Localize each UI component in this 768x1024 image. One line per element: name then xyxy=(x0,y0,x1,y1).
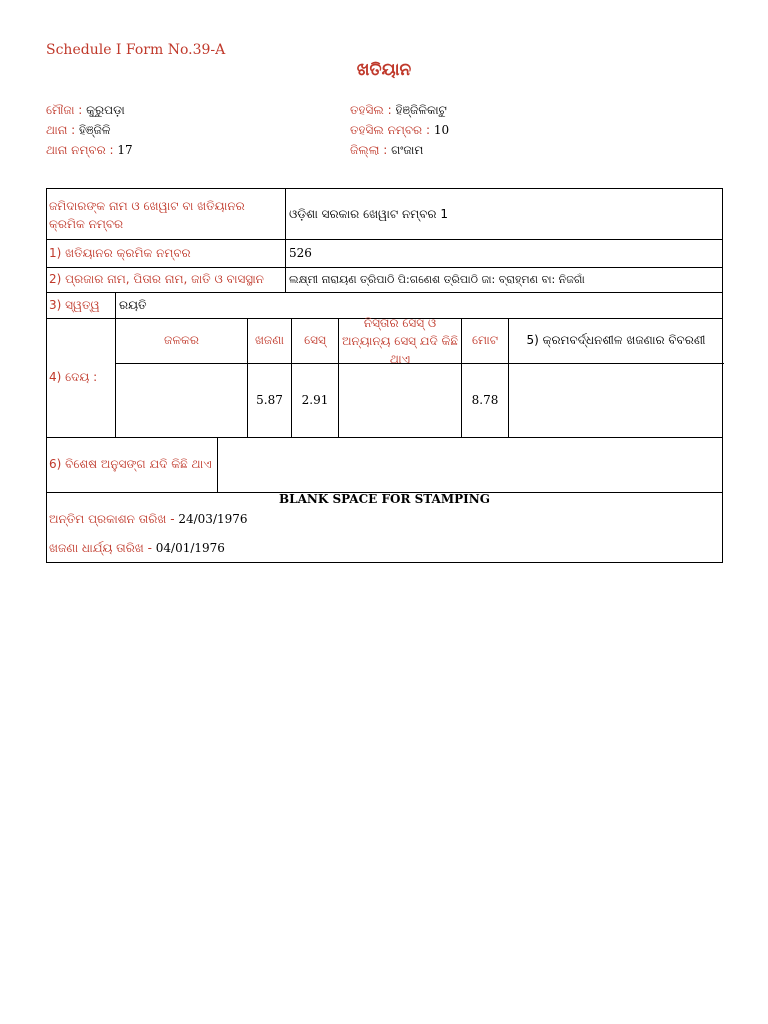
thana-no-label: ଥାନା ନମ୍ବର : xyxy=(46,143,114,157)
thana-label: ଥାନା : xyxy=(46,123,76,137)
right-value: ରୟତି xyxy=(119,297,147,312)
val-rent: 5.87 xyxy=(256,393,283,407)
val-other-cess xyxy=(339,363,461,437)
special-label: 6) ବିଶେଷ ଅନୁସଙ୍ଗ ଯଦି କିଛି ଥାଏ xyxy=(49,457,212,471)
col-divider xyxy=(217,437,218,492)
serial-label: 1) ଖତିୟାନର କ୍ରମିକ ନମ୍ବର xyxy=(49,245,191,260)
form-number: Schedule I Form No.39-A xyxy=(46,42,226,58)
tenant-label: 2) ପ୍ରଜାର ନାମ, ପିତାର ନାମ, ଜାତି ଓ ବାସସ୍ଥାନ xyxy=(49,272,264,286)
special-value xyxy=(221,437,721,492)
col-divider xyxy=(285,189,286,292)
tenant-value: ଲକ୍ଷ୍ମୀ ନାରାୟଣ ତ୍ରିପାଠି ପି:ଗଣେଶ ତ୍ରିପାଠି ଜା: ବ୍ରାହ୍ମଣ ବା: ନିଜଗାଁ xyxy=(289,272,585,286)
tahasil-label: ତହସିଲ : xyxy=(350,103,392,117)
mouza-row xyxy=(46,100,133,120)
tahasil-row xyxy=(350,100,449,120)
tahasil-no-row xyxy=(350,120,449,140)
col-cess: ସେସ୍ xyxy=(304,333,326,347)
khatiyan-table xyxy=(46,188,723,563)
thana-no-value: 17 xyxy=(117,143,133,157)
final-publication-row xyxy=(49,508,449,530)
tahasil-no-value: 10 xyxy=(433,123,450,137)
col-rent: ଖଜଣା xyxy=(254,333,285,347)
rent-fixation-label: ଖଜଣା ଧାର୍ଯ୍ୟ ତାରିଖ - xyxy=(49,540,152,555)
mouza-label: ମୌଜା : xyxy=(46,103,83,117)
thana-no-row xyxy=(46,140,133,160)
col-water-tax: ଜଳକର xyxy=(164,333,199,347)
mouza-value: କୁରୁପଡ଼ା xyxy=(86,103,125,117)
val-total: 8.78 xyxy=(471,393,499,407)
right-label: 3) ସ୍ୱତ୍ୱ xyxy=(49,297,100,312)
thana-value: ହିଞ୍ଜିଳି xyxy=(79,123,111,137)
col-other-cess: ନିସ୍ତାର ସେସ୍ ଓ ଅନ୍ୟାନ୍ୟ ସେସ୍ ଯଦି କିଛି ଥାଏ xyxy=(341,315,459,366)
district-row xyxy=(350,140,449,160)
rent-fixation-value: 04/01/1976 xyxy=(155,541,225,555)
district-value: ଗଂଜାମ xyxy=(391,143,424,157)
thana-row xyxy=(46,120,133,140)
serial-value: 526 xyxy=(289,246,312,260)
page-title: ଖତିୟାନ xyxy=(356,60,412,80)
tahasil-value: ହିଞ୍ଜିଳିକାଟୁ xyxy=(395,103,447,117)
tahasil-no-label: ତହସିଲ ନମ୍ବର : xyxy=(350,123,431,137)
final-publication-label: ଅନ୍ତିମ ପ୍ରକାଶନ ତାରିଖ - xyxy=(49,511,175,526)
val-progressive xyxy=(509,363,723,437)
zamindar-value: ଓଡ଼ିଶା ସରକାର ଖେୱାଟ ନମ୍ବର 1 xyxy=(289,206,448,221)
stamp-caption: BLANK SPACE FOR STAMPING xyxy=(279,492,490,506)
dues-label: 4) ଦେୟ : xyxy=(49,370,98,384)
info-left xyxy=(46,100,133,160)
col-progressive: 5) କ୍ରମବର୍ଦ୍ଧନଶୀଳ ଖଜଣାର ବିବରଣୀ xyxy=(526,333,706,347)
zamindar-label: ଜମିଦାରଙ୍କ ନାମ ଓ ଖେୱାଟ ବା ଖତିୟାନର କ୍ରମିକ ନମ୍ବର xyxy=(49,199,245,231)
rent-fixation-row xyxy=(49,537,449,559)
col-total: ମୋଟ xyxy=(471,333,499,347)
val-water-tax xyxy=(116,363,247,437)
info-right xyxy=(350,100,449,160)
val-cess: 2.91 xyxy=(301,393,329,407)
final-publication-value: 24/03/1976 xyxy=(178,512,248,526)
district-label: ଜିଲ୍ଲା : xyxy=(350,143,388,157)
